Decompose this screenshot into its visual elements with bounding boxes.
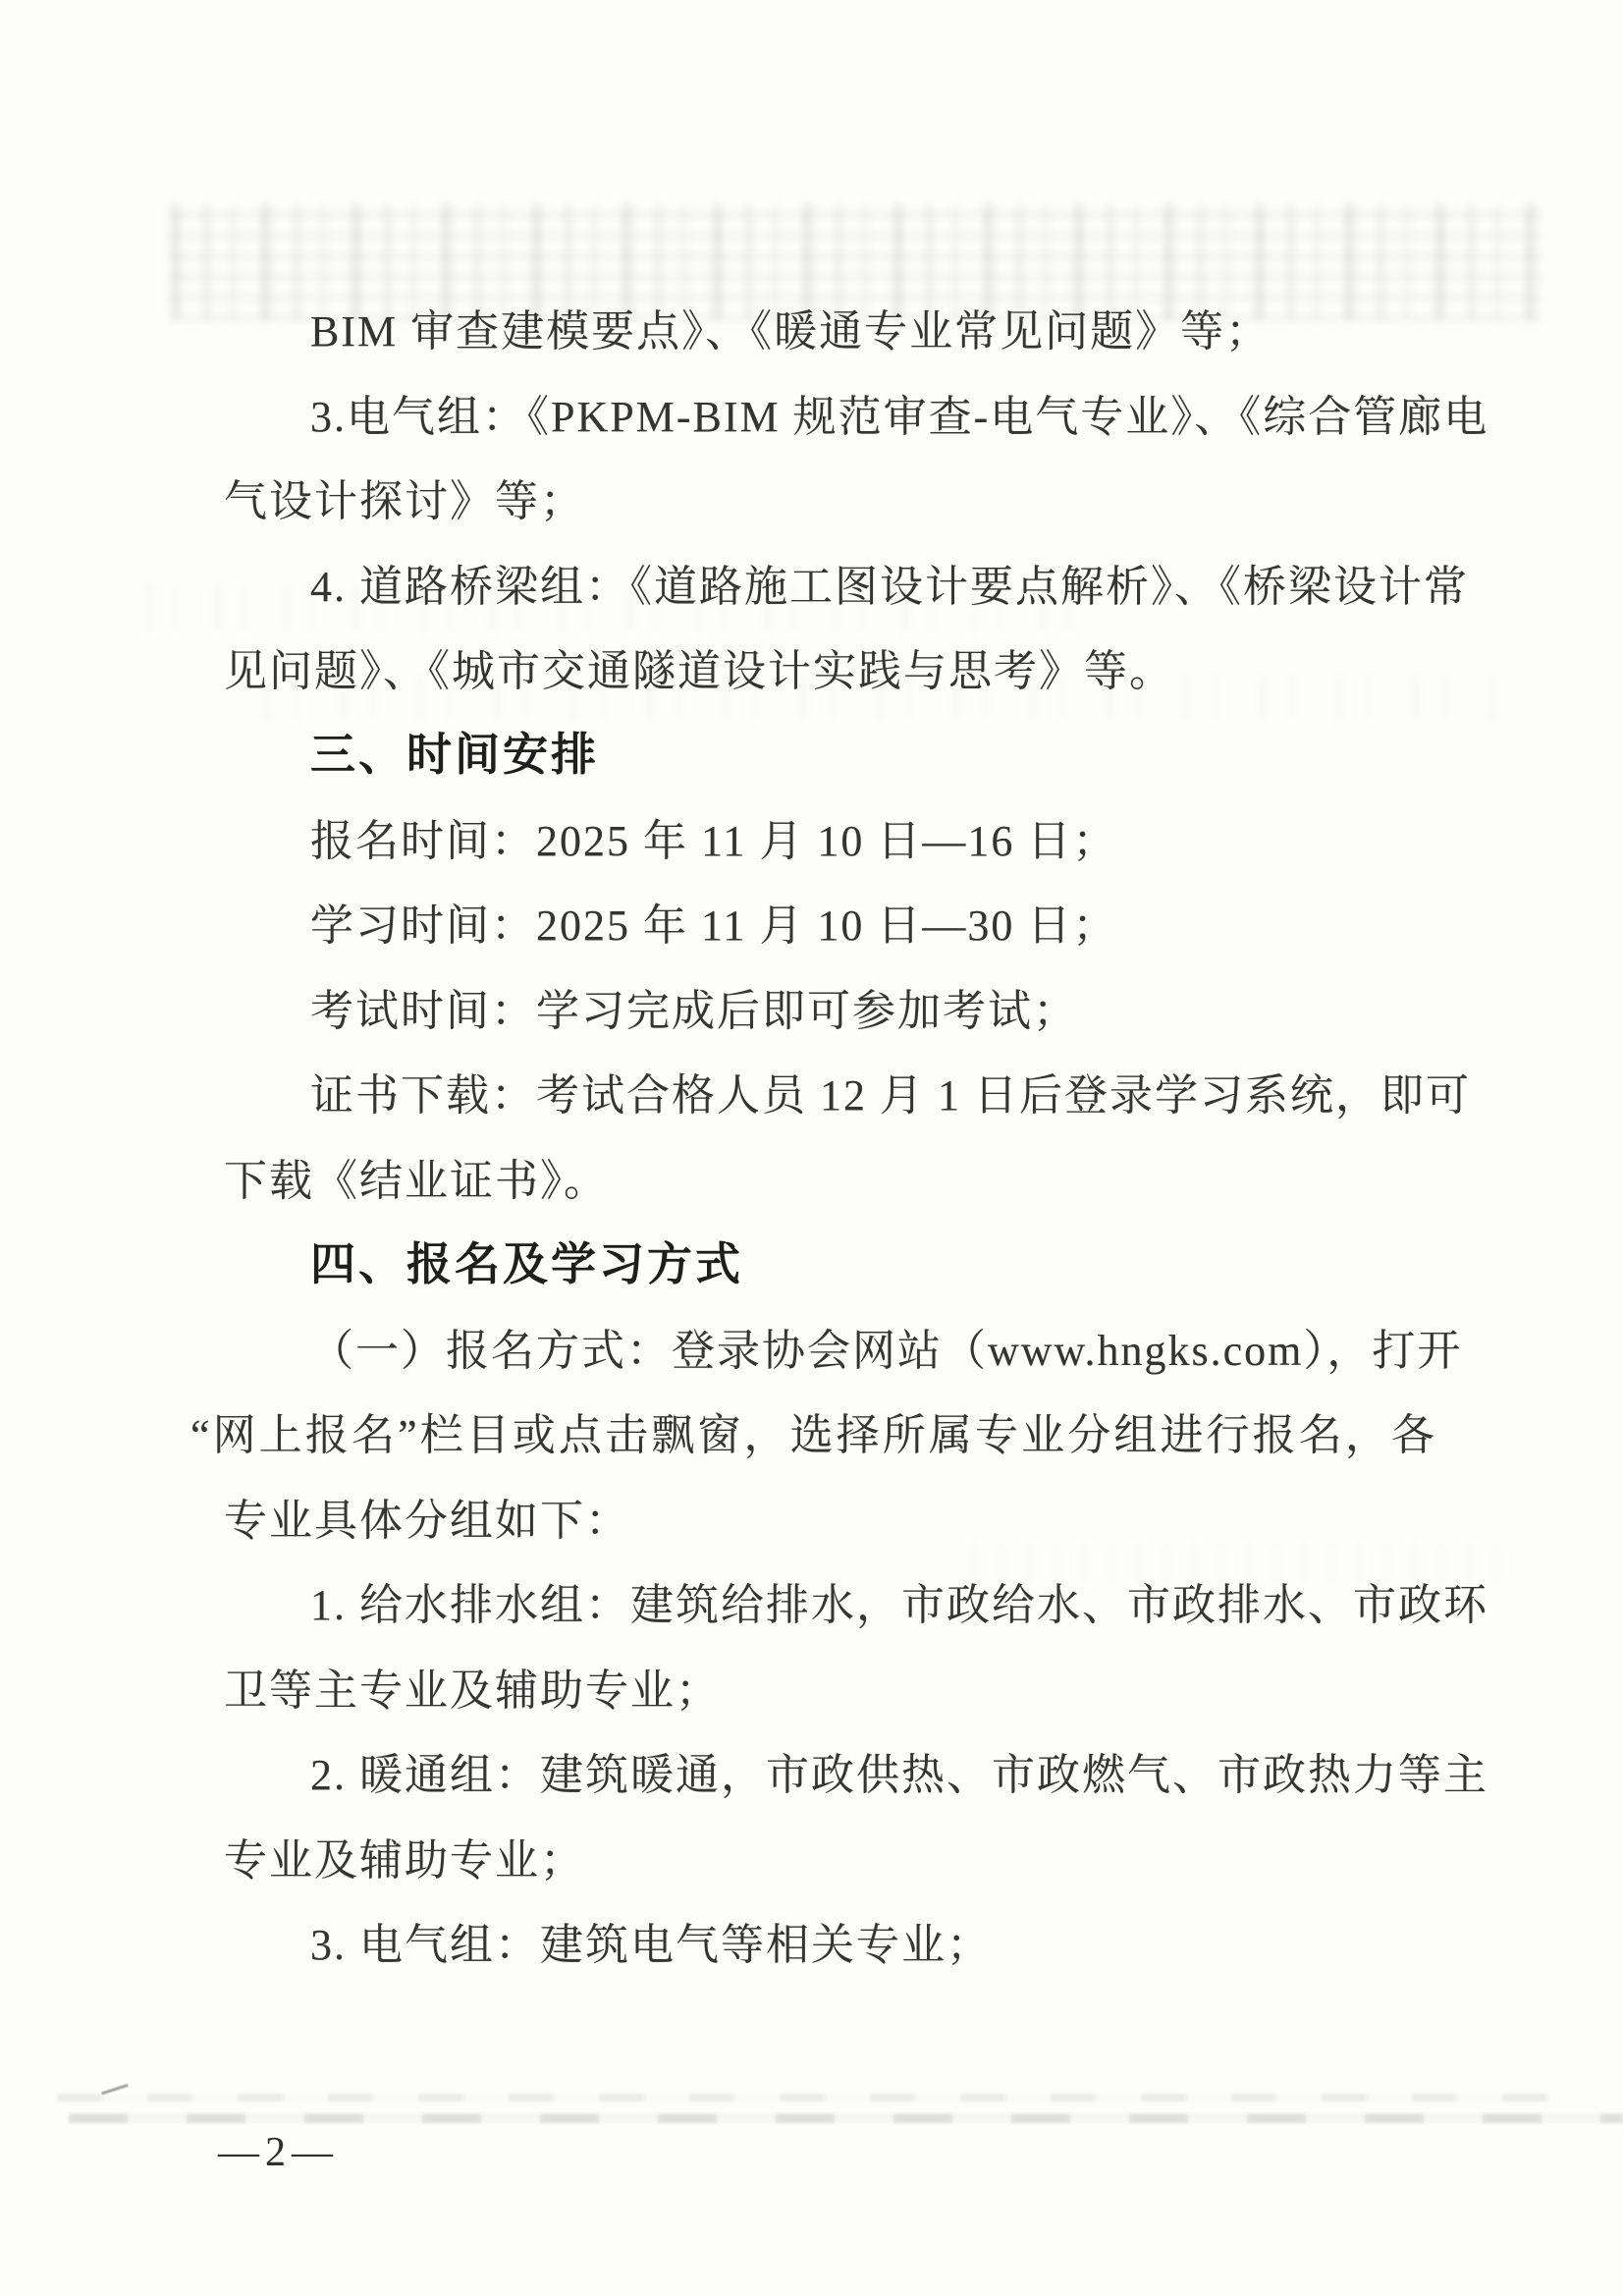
body-line-9: 考试时间：学习完成后即可参加考试； [310,987,1078,1035]
body-line-11: 下载《结业证书》。 [224,1157,609,1205]
body-line-18: 2. 暖通组：建筑暖通，市政供热、市政燃气、市政热力等主 [310,1751,1488,1799]
body-line-20: 3. 电气组：建筑电气等相关专业； [310,1921,992,1969]
body-line-19: 专业及辅助专业； [224,1836,585,1885]
body-line-5: 见问题》、《城市交通隧道设计实践与思考》等。 [224,647,1174,695]
body-line-1: BIM 审查建模要点》、《暖通专业常见问题》等； [310,307,1271,355]
body-line-3: 气设计探讨》等； [224,477,585,525]
page-number: —2— [218,2130,339,2175]
body-line-14: “网上报名”栏目或点击飘窗，选择所属专业分组进行报名，各 [190,1411,1436,1459]
scan-mark-artifact [101,2084,129,2096]
scan-streak-artifact [69,2113,1623,2123]
body-line-2: 3.电气组：《PKPM-BIM 规范审查-电气专业》、《综合管廊电 [310,393,1489,441]
body-line-4: 4. 道路桥梁组：《道路施工图设计要点解析》、《桥梁设计常 [310,563,1469,611]
body-line-8: 学习时间：2025 年 11 月 10 日—30 日； [310,902,1118,950]
section-heading-4: 四、报名及学习方式 [310,1238,743,1289]
body-line-17: 卫等主专业及辅助专业； [224,1667,721,1715]
body-line-13: （一）报名方式：登录协会网站（www.hngks.com），打开 [310,1327,1463,1375]
section-heading-3: 三、时间安排 [310,729,599,780]
body-line-10: 证书下载：考试合格人员 12 月 1 日后登录学习系统，即可 [310,1071,1471,1120]
scan-streak-artifact [57,2094,1549,2102]
body-line-15: 专业具体分组如下： [224,1497,630,1545]
body-line-7: 报名时间：2025 年 11 月 10 日—16 日； [310,817,1118,865]
body-line-16: 1. 给水排水组：建筑给排水，市政给水、市政排水、市政环 [310,1581,1488,1629]
